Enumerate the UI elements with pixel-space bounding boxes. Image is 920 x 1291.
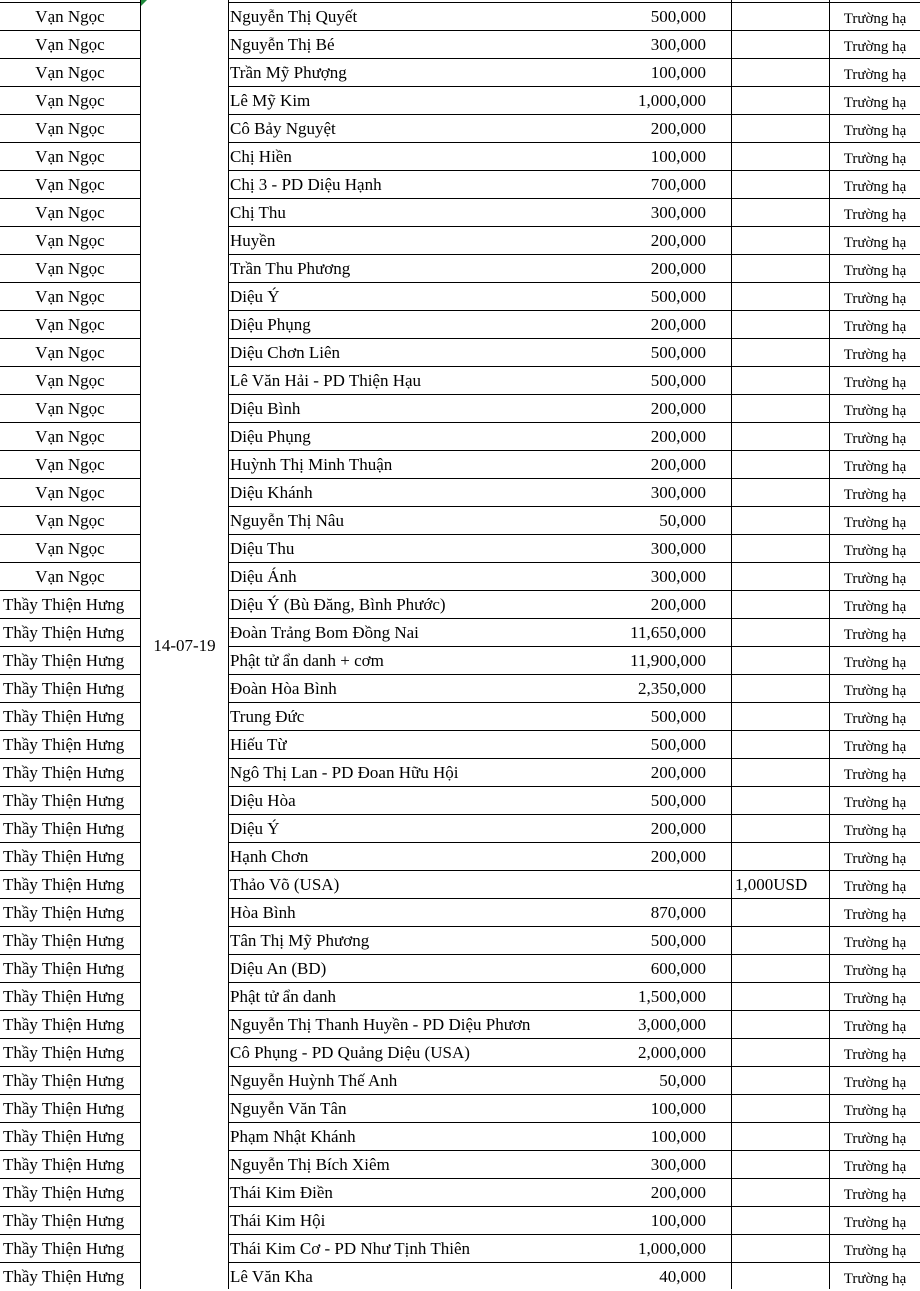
- donor-name-cell[interactable]: Trần Thu Phương: [230, 259, 351, 278]
- table-row: [0, 1235, 920, 1263]
- table-row: [0, 367, 920, 395]
- donor-name-cell[interactable]: Chị Hiền: [230, 147, 292, 166]
- purpose-cell[interactable]: Trường hạ: [843, 1271, 907, 1287]
- group-cell[interactable]: Vạn Ngọc: [35, 259, 105, 278]
- group-cell[interactable]: Thầy Thiện Hưng: [3, 1267, 125, 1286]
- usd-amount-cell[interactable]: [732, 899, 830, 927]
- group-cell[interactable]: Thầy Thiện Hưng: [3, 903, 125, 922]
- donor-name-cell[interactable]: Lê Văn Hải - PD Thiện Hạu: [230, 371, 422, 390]
- donor-name-cell[interactable]: Nguyễn Văn Tân: [230, 1099, 347, 1118]
- table-row: [0, 787, 920, 815]
- group-cell[interactable]: Thầy Thiện Hưng: [3, 1099, 125, 1118]
- usd-amount-cell[interactable]: [732, 507, 830, 535]
- group-cell[interactable]: Vạn Ngọc: [35, 287, 105, 306]
- donor-name-cell[interactable]: Thái Kim Cơ - PD Như Tịnh Thiên: [230, 1239, 470, 1258]
- purpose-cell[interactable]: Trường hạ: [843, 235, 907, 251]
- group-cell[interactable]: Vạn Ngọc: [35, 567, 105, 586]
- amount-cell[interactable]: 200,000: [650, 1183, 706, 1202]
- donor-name-cell[interactable]: Ngô Thị Lan - PD Đoan Hữu Hội: [230, 763, 459, 782]
- amount-cell[interactable]: 200,000: [650, 231, 706, 250]
- amount-cell[interactable]: 300,000: [650, 567, 706, 586]
- amount-cell[interactable]: 200,000: [650, 819, 706, 838]
- donor-name-cell[interactable]: Nguyễn Thị Nâu: [230, 511, 344, 530]
- table-row: [0, 395, 920, 423]
- usd-amount-cell[interactable]: [732, 535, 830, 563]
- purpose-cell[interactable]: Trường hạ: [843, 403, 907, 419]
- group-cell[interactable]: Vạn Ngọc: [35, 399, 105, 418]
- purpose-cell[interactable]: Trường hạ: [843, 319, 907, 335]
- donor-name-cell[interactable]: Phật tử ẩn danh: [230, 987, 337, 1006]
- group-cell[interactable]: Vạn Ngọc: [35, 147, 105, 166]
- purpose-cell[interactable]: Trường hạ: [843, 1187, 907, 1203]
- donor-name-cell[interactable]: Nguyễn Thị Quyết: [230, 7, 358, 26]
- table-row: [0, 731, 920, 759]
- group-cell[interactable]: Thầy Thiện Hưng: [3, 987, 125, 1006]
- table-row: [0, 759, 920, 787]
- purpose-cell[interactable]: Trường hạ: [843, 1159, 907, 1175]
- purpose-cell[interactable]: Trường hạ: [843, 711, 907, 727]
- purpose-cell[interactable]: Trường hạ: [843, 683, 907, 699]
- amount-cell[interactable]: 300,000: [650, 203, 706, 222]
- table-row: [0, 227, 920, 255]
- group-cell[interactable]: Vạn Ngọc: [35, 231, 105, 250]
- table-row: [0, 1039, 920, 1067]
- usd-amount-cell[interactable]: [732, 87, 830, 115]
- usd-amount-cell[interactable]: [732, 1179, 830, 1207]
- group-cell[interactable]: Vạn Ngọc: [35, 539, 105, 558]
- group-cell[interactable]: Thầy Thiện Hưng: [3, 651, 125, 670]
- table-row: [0, 1011, 920, 1039]
- usd-amount-cell[interactable]: [732, 1207, 830, 1235]
- donor-name-cell[interactable]: Diệu An (BD): [230, 959, 327, 978]
- amount-cell[interactable]: 100,000: [650, 1211, 706, 1230]
- usd-amount-cell[interactable]: [732, 703, 830, 731]
- group-cell[interactable]: Thầy Thiện Hưng: [3, 595, 125, 614]
- purpose-cell[interactable]: Trường hạ: [843, 851, 907, 867]
- group-cell[interactable]: Vạn Ngọc: [35, 7, 105, 26]
- usd-amount-cell[interactable]: [732, 171, 830, 199]
- amount-cell[interactable]: 100,000: [650, 1099, 706, 1118]
- donor-name-cell[interactable]: Nguyễn Thị Bé: [230, 35, 335, 54]
- donor-name-cell[interactable]: Diệu Ý (Bù Đăng, Bình Phước): [230, 595, 446, 614]
- usd-amount-cell[interactable]: [732, 115, 830, 143]
- group-cell[interactable]: Thầy Thiện Hưng: [3, 1211, 125, 1230]
- purpose-cell[interactable]: Trường hạ: [843, 39, 907, 55]
- amount-cell[interactable]: 50,000: [659, 511, 706, 530]
- usd-amount-cell[interactable]: [732, 983, 830, 1011]
- usd-amount-cell[interactable]: [732, 927, 830, 955]
- usd-amount-cell[interactable]: [732, 283, 830, 311]
- group-cell[interactable]: Vạn Ngọc: [35, 175, 105, 194]
- purpose-cell[interactable]: Trường hạ: [843, 935, 907, 951]
- group-cell[interactable]: Thầy Thiện Hưng: [3, 791, 125, 810]
- table-row: [0, 199, 920, 227]
- usd-amount-cell[interactable]: [732, 1039, 830, 1067]
- amount-cell[interactable]: 2,350,000: [638, 679, 706, 698]
- donor-name-cell[interactable]: Huỳnh Thị Minh Thuận: [230, 455, 393, 474]
- usd-amount-cell[interactable]: [732, 619, 830, 647]
- amount-cell[interactable]: 870,000: [650, 903, 706, 922]
- purpose-cell[interactable]: Trường hạ: [843, 515, 907, 531]
- amount-cell[interactable]: 500,000: [650, 791, 706, 810]
- usd-amount-cell[interactable]: [732, 563, 830, 591]
- purpose-cell[interactable]: Trường hạ: [843, 1019, 907, 1035]
- table-row: [0, 703, 920, 731]
- amount-cell[interactable]: 1,000,000: [638, 91, 706, 110]
- table-row: [0, 479, 920, 507]
- amount-cell[interactable]: 100,000: [650, 1127, 706, 1146]
- group-cell[interactable]: Thầy Thiện Hưng: [3, 1015, 125, 1034]
- usd-amount-cell[interactable]: [732, 339, 830, 367]
- donor-name-cell[interactable]: Hòa Bình: [230, 903, 296, 922]
- amount-cell[interactable]: 300,000: [650, 35, 706, 54]
- donor-name-cell[interactable]: Diệu Phụng: [230, 427, 311, 446]
- usd-amount-cell[interactable]: [732, 423, 830, 451]
- purpose-cell[interactable]: Trường hạ: [843, 151, 907, 167]
- group-cell[interactable]: Vạn Ngọc: [35, 483, 105, 502]
- amount-cell[interactable]: 600,000: [650, 959, 706, 978]
- group-cell[interactable]: Thầy Thiện Hưng: [3, 707, 125, 726]
- group-cell[interactable]: Vạn Ngọc: [35, 343, 105, 362]
- table-row: [0, 423, 920, 451]
- group-cell[interactable]: Thầy Thiện Hưng: [3, 1043, 125, 1062]
- table-row: [0, 171, 920, 199]
- group-cell[interactable]: Vạn Ngọc: [35, 371, 105, 390]
- donor-name-cell[interactable]: Trung Đức: [230, 707, 305, 726]
- usd-amount-cell[interactable]: [732, 451, 830, 479]
- amount-cell[interactable]: 1,500,000: [638, 987, 706, 1006]
- amount-cell[interactable]: 200,000: [650, 763, 706, 782]
- donor-name-cell[interactable]: Phật tử ẩn danh + cơm: [230, 651, 384, 670]
- table-row: [0, 87, 920, 115]
- amount-cell[interactable]: 500,000: [650, 707, 706, 726]
- table-row: [0, 451, 920, 479]
- donor-name-cell[interactable]: Hiếu Từ: [230, 735, 287, 754]
- purpose-cell[interactable]: Trường hạ: [843, 375, 907, 391]
- donor-name-cell[interactable]: Huyền: [230, 231, 276, 250]
- group-cell[interactable]: Thầy Thiện Hưng: [3, 1155, 125, 1174]
- purpose-cell[interactable]: Trường hạ: [843, 571, 907, 587]
- usd-amount-cell[interactable]: [732, 1235, 830, 1263]
- group-cell[interactable]: Thầy Thiện Hưng: [3, 1183, 125, 1202]
- usd-amount-cell[interactable]: [732, 31, 830, 59]
- group-cell[interactable]: Thầy Thiện Hưng: [3, 959, 125, 978]
- usd-amount-cell[interactable]: [732, 1095, 830, 1123]
- purpose-cell[interactable]: Trường hạ: [843, 1215, 907, 1231]
- usd-amount-cell[interactable]: [732, 311, 830, 339]
- purpose-cell[interactable]: Trường hạ: [843, 627, 907, 643]
- amount-cell[interactable]: 100,000: [650, 63, 706, 82]
- donor-name-cell[interactable]: Diệu Bình: [230, 399, 301, 418]
- table-row: [0, 535, 920, 563]
- usd-amount-cell[interactable]: 1,000USD: [735, 875, 808, 894]
- usd-amount-cell[interactable]: [732, 227, 830, 255]
- usd-amount-cell[interactable]: [732, 199, 830, 227]
- donor-name-cell[interactable]: Diệu Khánh: [230, 483, 313, 502]
- usd-amount-cell[interactable]: [732, 1011, 830, 1039]
- purpose-cell[interactable]: Trường hạ: [843, 1075, 907, 1091]
- purpose-cell[interactable]: Trường hạ: [843, 1131, 907, 1147]
- amount-cell[interactable]: 500,000: [650, 287, 706, 306]
- donor-name-cell[interactable]: Phạm Nhật Khánh: [230, 1127, 356, 1146]
- amount-cell[interactable]: 300,000: [650, 483, 706, 502]
- group-cell[interactable]: Thầy Thiện Hưng: [3, 763, 125, 782]
- amount-cell[interactable]: 300,000: [650, 1155, 706, 1174]
- donor-name-cell[interactable]: Thái Kim Điền: [230, 1183, 333, 1202]
- amount-cell[interactable]: 200,000: [650, 455, 706, 474]
- donor-name-cell[interactable]: Diệu Hòa: [230, 791, 296, 810]
- table-row: [0, 899, 920, 927]
- table-row: [0, 3, 920, 31]
- table-row: [0, 1179, 920, 1207]
- usd-amount-cell[interactable]: [732, 955, 830, 983]
- group-cell[interactable]: Vạn Ngọc: [35, 91, 105, 110]
- usd-amount-cell[interactable]: [732, 647, 830, 675]
- table-row: [0, 871, 920, 899]
- purpose-cell[interactable]: Trường hạ: [843, 543, 907, 559]
- donor-name-cell[interactable]: Diệu Ý: [230, 287, 280, 306]
- amount-cell[interactable]: 200,000: [650, 399, 706, 418]
- table-row: [0, 843, 920, 871]
- purpose-cell[interactable]: Trường hạ: [843, 907, 907, 923]
- purpose-cell[interactable]: Trường hạ: [843, 459, 907, 475]
- amount-cell[interactable]: 200,000: [650, 595, 706, 614]
- amount-cell[interactable]: [551, 871, 708, 899]
- group-cell[interactable]: Vạn Ngọc: [35, 427, 105, 446]
- purpose-cell[interactable]: Trường hạ: [843, 823, 907, 839]
- purpose-cell[interactable]: Trường hạ: [843, 739, 907, 755]
- amount-cell[interactable]: 11,900,000: [630, 651, 706, 670]
- donor-name-cell[interactable]: Nguyễn Huỳnh Thế Anh: [230, 1071, 398, 1090]
- amount-cell[interactable]: 700,000: [650, 175, 706, 194]
- purpose-cell[interactable]: Trường hạ: [843, 767, 907, 783]
- table-row: [0, 927, 920, 955]
- amount-cell[interactable]: 50,000: [659, 1071, 706, 1090]
- usd-amount-cell[interactable]: [732, 143, 830, 171]
- purpose-cell[interactable]: Trường hạ: [843, 291, 907, 307]
- donor-name-cell[interactable]: Chị 3 - PD Diệu Hạnh: [230, 175, 382, 194]
- group-cell[interactable]: Vạn Ngọc: [35, 315, 105, 334]
- usd-amount-cell[interactable]: [732, 1263, 830, 1291]
- purpose-cell[interactable]: Trường hạ: [843, 599, 907, 615]
- amount-cell[interactable]: 500,000: [650, 371, 706, 390]
- group-cell[interactable]: Vạn Ngọc: [35, 63, 105, 82]
- amount-cell[interactable]: 2,000,000: [638, 1043, 706, 1062]
- table-row: [0, 591, 920, 619]
- donor-name-cell[interactable]: Diệu Chơn Liên: [230, 343, 341, 362]
- table-row: [0, 955, 920, 983]
- purpose-cell[interactable]: Trường hạ: [843, 1243, 907, 1259]
- donor-name-cell[interactable]: Thảo Võ (USA): [230, 875, 340, 894]
- purpose-cell[interactable]: Trường hạ: [843, 879, 907, 895]
- purpose-cell[interactable]: Trường hạ: [843, 991, 907, 1007]
- table-row: [0, 1095, 920, 1123]
- table-row: [0, 1263, 920, 1291]
- donor-name-cell[interactable]: Cô Phụng - PD Quảng Diệu (USA): [230, 1043, 470, 1062]
- purpose-cell[interactable]: Trường hạ: [843, 123, 907, 139]
- amount-cell[interactable]: 200,000: [650, 259, 706, 278]
- donor-name-cell[interactable]: Tân Thị Mỹ Phương: [230, 931, 370, 950]
- purpose-cell[interactable]: Trường hạ: [843, 795, 907, 811]
- donor-name-cell[interactable]: Nguyễn Thị Thanh Huyền - PD Diệu Phươn: [230, 1015, 531, 1034]
- purpose-cell[interactable]: Trường hạ: [843, 67, 907, 83]
- purpose-cell[interactable]: Trường hạ: [843, 179, 907, 195]
- table-row: [0, 115, 920, 143]
- purpose-cell[interactable]: Trường hạ: [843, 963, 907, 979]
- amount-cell[interactable]: 1,000,000: [638, 1239, 706, 1258]
- amount-cell[interactable]: 500,000: [650, 735, 706, 754]
- donor-name-cell[interactable]: Lê Mỹ Kim: [230, 91, 311, 110]
- group-cell[interactable]: Thầy Thiện Hưng: [3, 931, 125, 950]
- group-cell[interactable]: Thầy Thiện Hưng: [3, 819, 125, 838]
- amount-cell[interactable]: 500,000: [650, 7, 706, 26]
- donor-name-cell[interactable]: Cô Bảy Nguyệt: [230, 119, 336, 138]
- group-cell[interactable]: Thầy Thiện Hưng: [3, 847, 125, 866]
- donor-name-cell[interactable]: Chị Thu: [230, 203, 286, 222]
- donor-name-cell[interactable]: Diệu Phụng: [230, 315, 311, 334]
- group-cell[interactable]: Vạn Ngọc: [35, 203, 105, 222]
- usd-amount-cell[interactable]: [732, 395, 830, 423]
- table-row: [0, 619, 920, 647]
- donor-name-cell[interactable]: Đoàn Hòa Bình: [230, 679, 337, 698]
- purpose-cell[interactable]: Trường hạ: [843, 1103, 907, 1119]
- purpose-cell[interactable]: Trường hạ: [843, 207, 907, 223]
- amount-cell[interactable]: 11,650,000: [630, 623, 706, 642]
- table-row: [0, 507, 920, 535]
- purpose-cell[interactable]: Trường hạ: [843, 347, 907, 363]
- usd-amount-cell[interactable]: [732, 3, 830, 31]
- usd-amount-cell[interactable]: [732, 255, 830, 283]
- date-value: 14-07-19: [153, 636, 216, 655]
- amount-cell[interactable]: 3,000,000: [638, 1015, 706, 1034]
- purpose-cell[interactable]: Trường hạ: [843, 1047, 907, 1063]
- usd-amount-cell[interactable]: [732, 787, 830, 815]
- usd-amount-cell[interactable]: [732, 759, 830, 787]
- group-cell[interactable]: Thầy Thiện Hưng: [3, 679, 125, 698]
- amount-cell[interactable]: 500,000: [650, 343, 706, 362]
- table-row: [0, 143, 920, 171]
- amount-cell[interactable]: 40,000: [659, 1267, 706, 1286]
- purpose-cell[interactable]: Trường hạ: [843, 95, 907, 111]
- purpose-cell[interactable]: Trường hạ: [843, 487, 907, 503]
- amount-cell[interactable]: 300,000: [650, 539, 706, 558]
- usd-amount-cell[interactable]: [732, 815, 830, 843]
- usd-amount-cell[interactable]: [732, 843, 830, 871]
- donor-name-cell[interactable]: Diệu Ánh: [230, 567, 297, 586]
- donor-name-cell[interactable]: Đoàn Trảng Bom Đồng Nai: [230, 623, 419, 642]
- table-row: [0, 647, 920, 675]
- table-row: [0, 311, 920, 339]
- table-row: [0, 815, 920, 843]
- group-cell[interactable]: Vạn Ngọc: [35, 455, 105, 474]
- usd-amount-cell[interactable]: [732, 479, 830, 507]
- group-cell[interactable]: Thầy Thiện Hưng: [3, 623, 125, 642]
- usd-amount-cell[interactable]: [732, 675, 830, 703]
- table-row: [0, 255, 920, 283]
- donor-name-cell[interactable]: Diệu Ý: [230, 819, 280, 838]
- table-row: [0, 1067, 920, 1095]
- amount-cell[interactable]: 500,000: [650, 931, 706, 950]
- group-cell[interactable]: Vạn Ngọc: [35, 119, 105, 138]
- table-row: [0, 31, 920, 59]
- usd-amount-cell[interactable]: [732, 591, 830, 619]
- amount-cell[interactable]: 200,000: [650, 119, 706, 138]
- purpose-cell[interactable]: Trường hạ: [843, 263, 907, 279]
- usd-amount-cell[interactable]: [732, 1151, 830, 1179]
- group-cell[interactable]: Thầy Thiện Hưng: [3, 735, 125, 754]
- amount-cell[interactable]: 100,000: [650, 147, 706, 166]
- purpose-cell[interactable]: Trường hạ: [843, 431, 907, 447]
- purpose-cell[interactable]: Trường hạ: [843, 655, 907, 671]
- donor-name-cell[interactable]: Hạnh Chơn: [230, 847, 309, 866]
- table-row: [0, 1151, 920, 1179]
- usd-amount-cell[interactable]: [732, 1067, 830, 1095]
- amount-cell[interactable]: 200,000: [650, 427, 706, 446]
- amount-cell[interactable]: 200,000: [650, 315, 706, 334]
- donor-name-cell[interactable]: Diệu Thu: [230, 539, 295, 558]
- table-row: [0, 563, 920, 591]
- amount-cell[interactable]: 200,000: [650, 847, 706, 866]
- table-row: [0, 339, 920, 367]
- group-cell[interactable]: Thầy Thiện Hưng: [3, 1239, 125, 1258]
- donor-name-cell[interactable]: Lê Văn Kha: [230, 1267, 313, 1286]
- group-cell[interactable]: Thầy Thiện Hưng: [3, 875, 125, 894]
- donor-name-cell[interactable]: Nguyễn Thị Bích Xiêm: [230, 1155, 390, 1174]
- table-row: [0, 983, 920, 1011]
- table-row: [0, 59, 920, 87]
- purpose-cell[interactable]: Trường hạ: [843, 11, 907, 27]
- group-cell[interactable]: Thầy Thiện Hưng: [3, 1127, 125, 1146]
- table-row: [0, 283, 920, 311]
- group-cell[interactable]: Vạn Ngọc: [35, 511, 105, 530]
- group-cell[interactable]: Thầy Thiện Hưng: [3, 1071, 125, 1090]
- donor-name-cell[interactable]: Thái Kim Hội: [230, 1211, 326, 1230]
- usd-amount-cell[interactable]: [732, 1123, 830, 1151]
- usd-amount-cell[interactable]: [732, 59, 830, 87]
- table-row: [0, 1207, 920, 1235]
- table-row: [0, 1123, 920, 1151]
- usd-amount-cell[interactable]: [732, 367, 830, 395]
- group-cell[interactable]: Vạn Ngọc: [35, 35, 105, 54]
- usd-amount-cell[interactable]: [732, 731, 830, 759]
- table-row: [0, 675, 920, 703]
- donor-name-cell[interactable]: Trần Mỹ Phượng: [230, 63, 347, 82]
